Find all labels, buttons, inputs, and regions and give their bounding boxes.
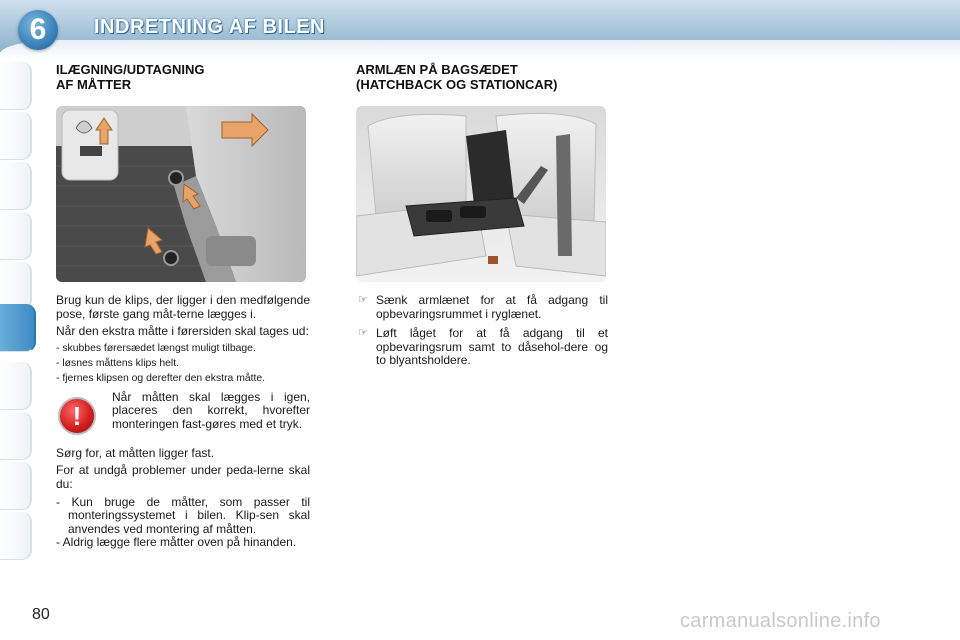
armrest-instructions xyxy=(356,294,608,368)
chapter-title: INDRETNING AF BILEN xyxy=(94,16,325,38)
list-item: - skubbes førersædet længst muligt tilbage. xyxy=(56,342,256,354)
warning-exclamation-icon xyxy=(58,397,96,435)
rear-armrest-image xyxy=(356,106,606,282)
chapter-tab-2[interactable] xyxy=(0,112,32,160)
mat-clips-note: Brug kun de klips, der ligger i den medfølgende pose, første gang måt-terne lægges i. xyxy=(56,293,310,321)
chapter-tab-10[interactable] xyxy=(0,512,32,560)
floor-mat-image xyxy=(56,106,306,282)
chapter-tab-7[interactable] xyxy=(0,362,32,410)
chapter-tab-6-active[interactable] xyxy=(0,304,36,352)
pedal-safety-intro: For at undgå problemer under peda-lerne skal du: xyxy=(56,463,310,491)
chapter-number-badge: 6 xyxy=(18,10,58,50)
pedal-safety-rules xyxy=(56,496,310,550)
warning-box xyxy=(56,391,310,447)
mat-removal-intro: Når den ekstra måtte i førersiden skal tages ud: xyxy=(56,324,309,339)
floor-mats-title: ILÆGNING/UDTAGNING AF MÅTTER xyxy=(56,62,205,92)
rear-armrest-section xyxy=(356,62,608,374)
rear-armrest-illustration xyxy=(356,106,606,282)
chapter-tab-3[interactable] xyxy=(0,162,32,210)
list-item: ☞ Sænk armlænet for at få adgang til opbevaringsrummet i ryglænet. xyxy=(358,293,608,321)
chapter-tab-5[interactable] xyxy=(0,262,32,310)
floor-mat-illustration xyxy=(56,106,306,282)
chapter-tab-1[interactable] xyxy=(0,62,32,110)
header-wave xyxy=(0,40,960,60)
mat-removal-steps xyxy=(56,343,310,385)
page-number: 80 xyxy=(32,606,50,623)
rear-armrest-title: ARMLÆN PÅ BAGSÆDET (HATCHBACK OG STATIONCAR) xyxy=(356,62,558,92)
list-item: - løsnes måttens klips helt. xyxy=(56,357,179,369)
chapter-tab-8[interactable] xyxy=(0,412,32,460)
mat-secure-note: Sørg for, at måtten ligger fast. xyxy=(56,445,215,460)
list-item: ☞ Løft låget for at få adgang til et opbevaringsrum samt to dåsehol-dere og to blyantsholdere. xyxy=(358,326,608,368)
pointing-hand-icon: ☞ xyxy=(358,327,368,340)
warning-text: Når måtten skal lægges i igen, placeres den korrekt, hvorefter monteringen fast-gøres med et tryk. xyxy=(112,389,310,431)
chapter-tab-9[interactable] xyxy=(0,462,32,510)
list-item: - fjernes klipsen og derefter den ekstra måtte. xyxy=(56,372,266,384)
pointing-hand-icon: ☞ xyxy=(358,294,368,306)
chapter-tab-4[interactable] xyxy=(0,212,32,260)
watermark: carmanualsonline.info xyxy=(680,610,881,632)
floor-mats-section xyxy=(56,62,310,550)
list-item: - Aldrig lægge flere måtter oven på hinanden. xyxy=(56,535,297,550)
list-item: - Kun bruge de måtter, som passer til monteringssystemet i bilen. Klip-sen skal anvendes ved montering af måtten. xyxy=(56,494,310,536)
chapter-tab-strip xyxy=(0,62,34,582)
